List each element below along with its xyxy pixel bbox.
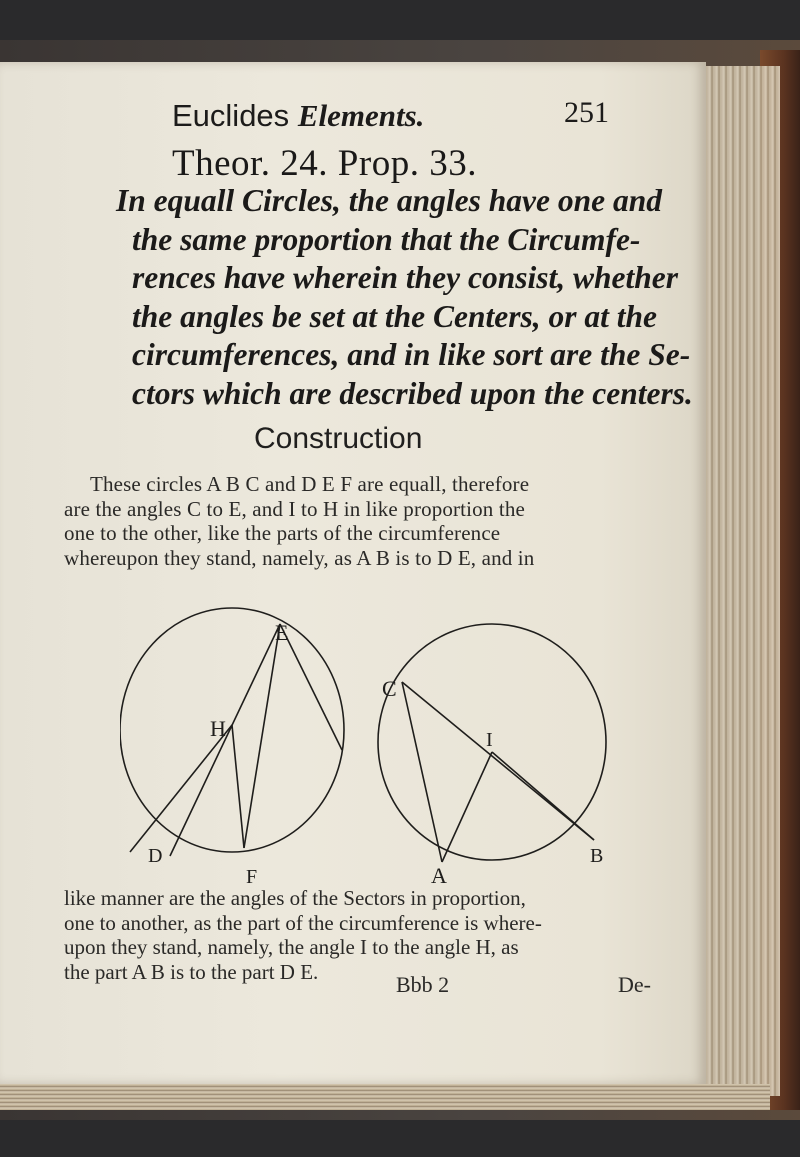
label-h: H [210, 716, 226, 741]
after-line: one to another, as the part of the circumference is where- [64, 910, 542, 935]
running-title-plain: Euclides [172, 98, 290, 133]
running-title [172, 98, 424, 134]
construction-heading: Construction [254, 422, 423, 455]
left-radius-hf [232, 725, 244, 848]
label-d: D [148, 845, 163, 867]
label-b: B [590, 845, 604, 867]
body-line: one to the other, like the parts of the circumference [64, 521, 501, 545]
catchword: De- [618, 972, 651, 997]
page-stack-bottom [0, 1084, 770, 1110]
running-title-italic: Elements. [297, 98, 425, 133]
signature-mark: Bbb 2 [396, 972, 450, 997]
page-stack-edge [700, 66, 780, 1096]
proposition-line: the same proportion that the Circumfe- [132, 221, 641, 257]
after-line: upon they stand, namely, the angle I to the angle H, as [64, 935, 519, 959]
label-i: I [486, 729, 493, 751]
label-a: A [431, 863, 447, 888]
proposition-line: the angles be set at the Centers, or at the [132, 298, 658, 334]
right-radius-ib [492, 752, 594, 840]
theorem-heading: Theor. 24. Prop. 33. [172, 143, 477, 184]
proposition-line: circumferences, and in like sort are the Se- [132, 337, 691, 373]
construction-text [64, 472, 664, 570]
proposition-line: ctors which are described upon the centers. [132, 375, 693, 411]
page-number: 251 [564, 96, 609, 129]
proposition-text [116, 182, 693, 414]
after-line: the part A B is to the part D E. [64, 959, 319, 984]
sector-text [64, 886, 664, 984]
geometric-figure [120, 600, 640, 890]
running-header [172, 98, 612, 138]
body-line: whereupon they stand, namely, as A B is to D E, and in [64, 545, 535, 570]
left-line-ef [244, 624, 280, 848]
proposition-line: rences have wherein they consist, whether [132, 260, 679, 296]
label-f: F [246, 866, 258, 888]
right-line-cb [402, 682, 594, 840]
proposition-line: In equall Circles, the angles have one and [116, 183, 663, 218]
body-line: are the angles C to E, and I to H in like proportion the [64, 496, 525, 521]
circles-diagram [120, 600, 640, 890]
body-line: These circles A B C and D E F are equall, therefore [90, 472, 530, 496]
label-c: C [382, 676, 397, 701]
after-line: like manner are the angles of the Sectors in proportion, [64, 886, 526, 910]
label-e: E [275, 620, 289, 645]
right-radius-ia [442, 752, 492, 862]
